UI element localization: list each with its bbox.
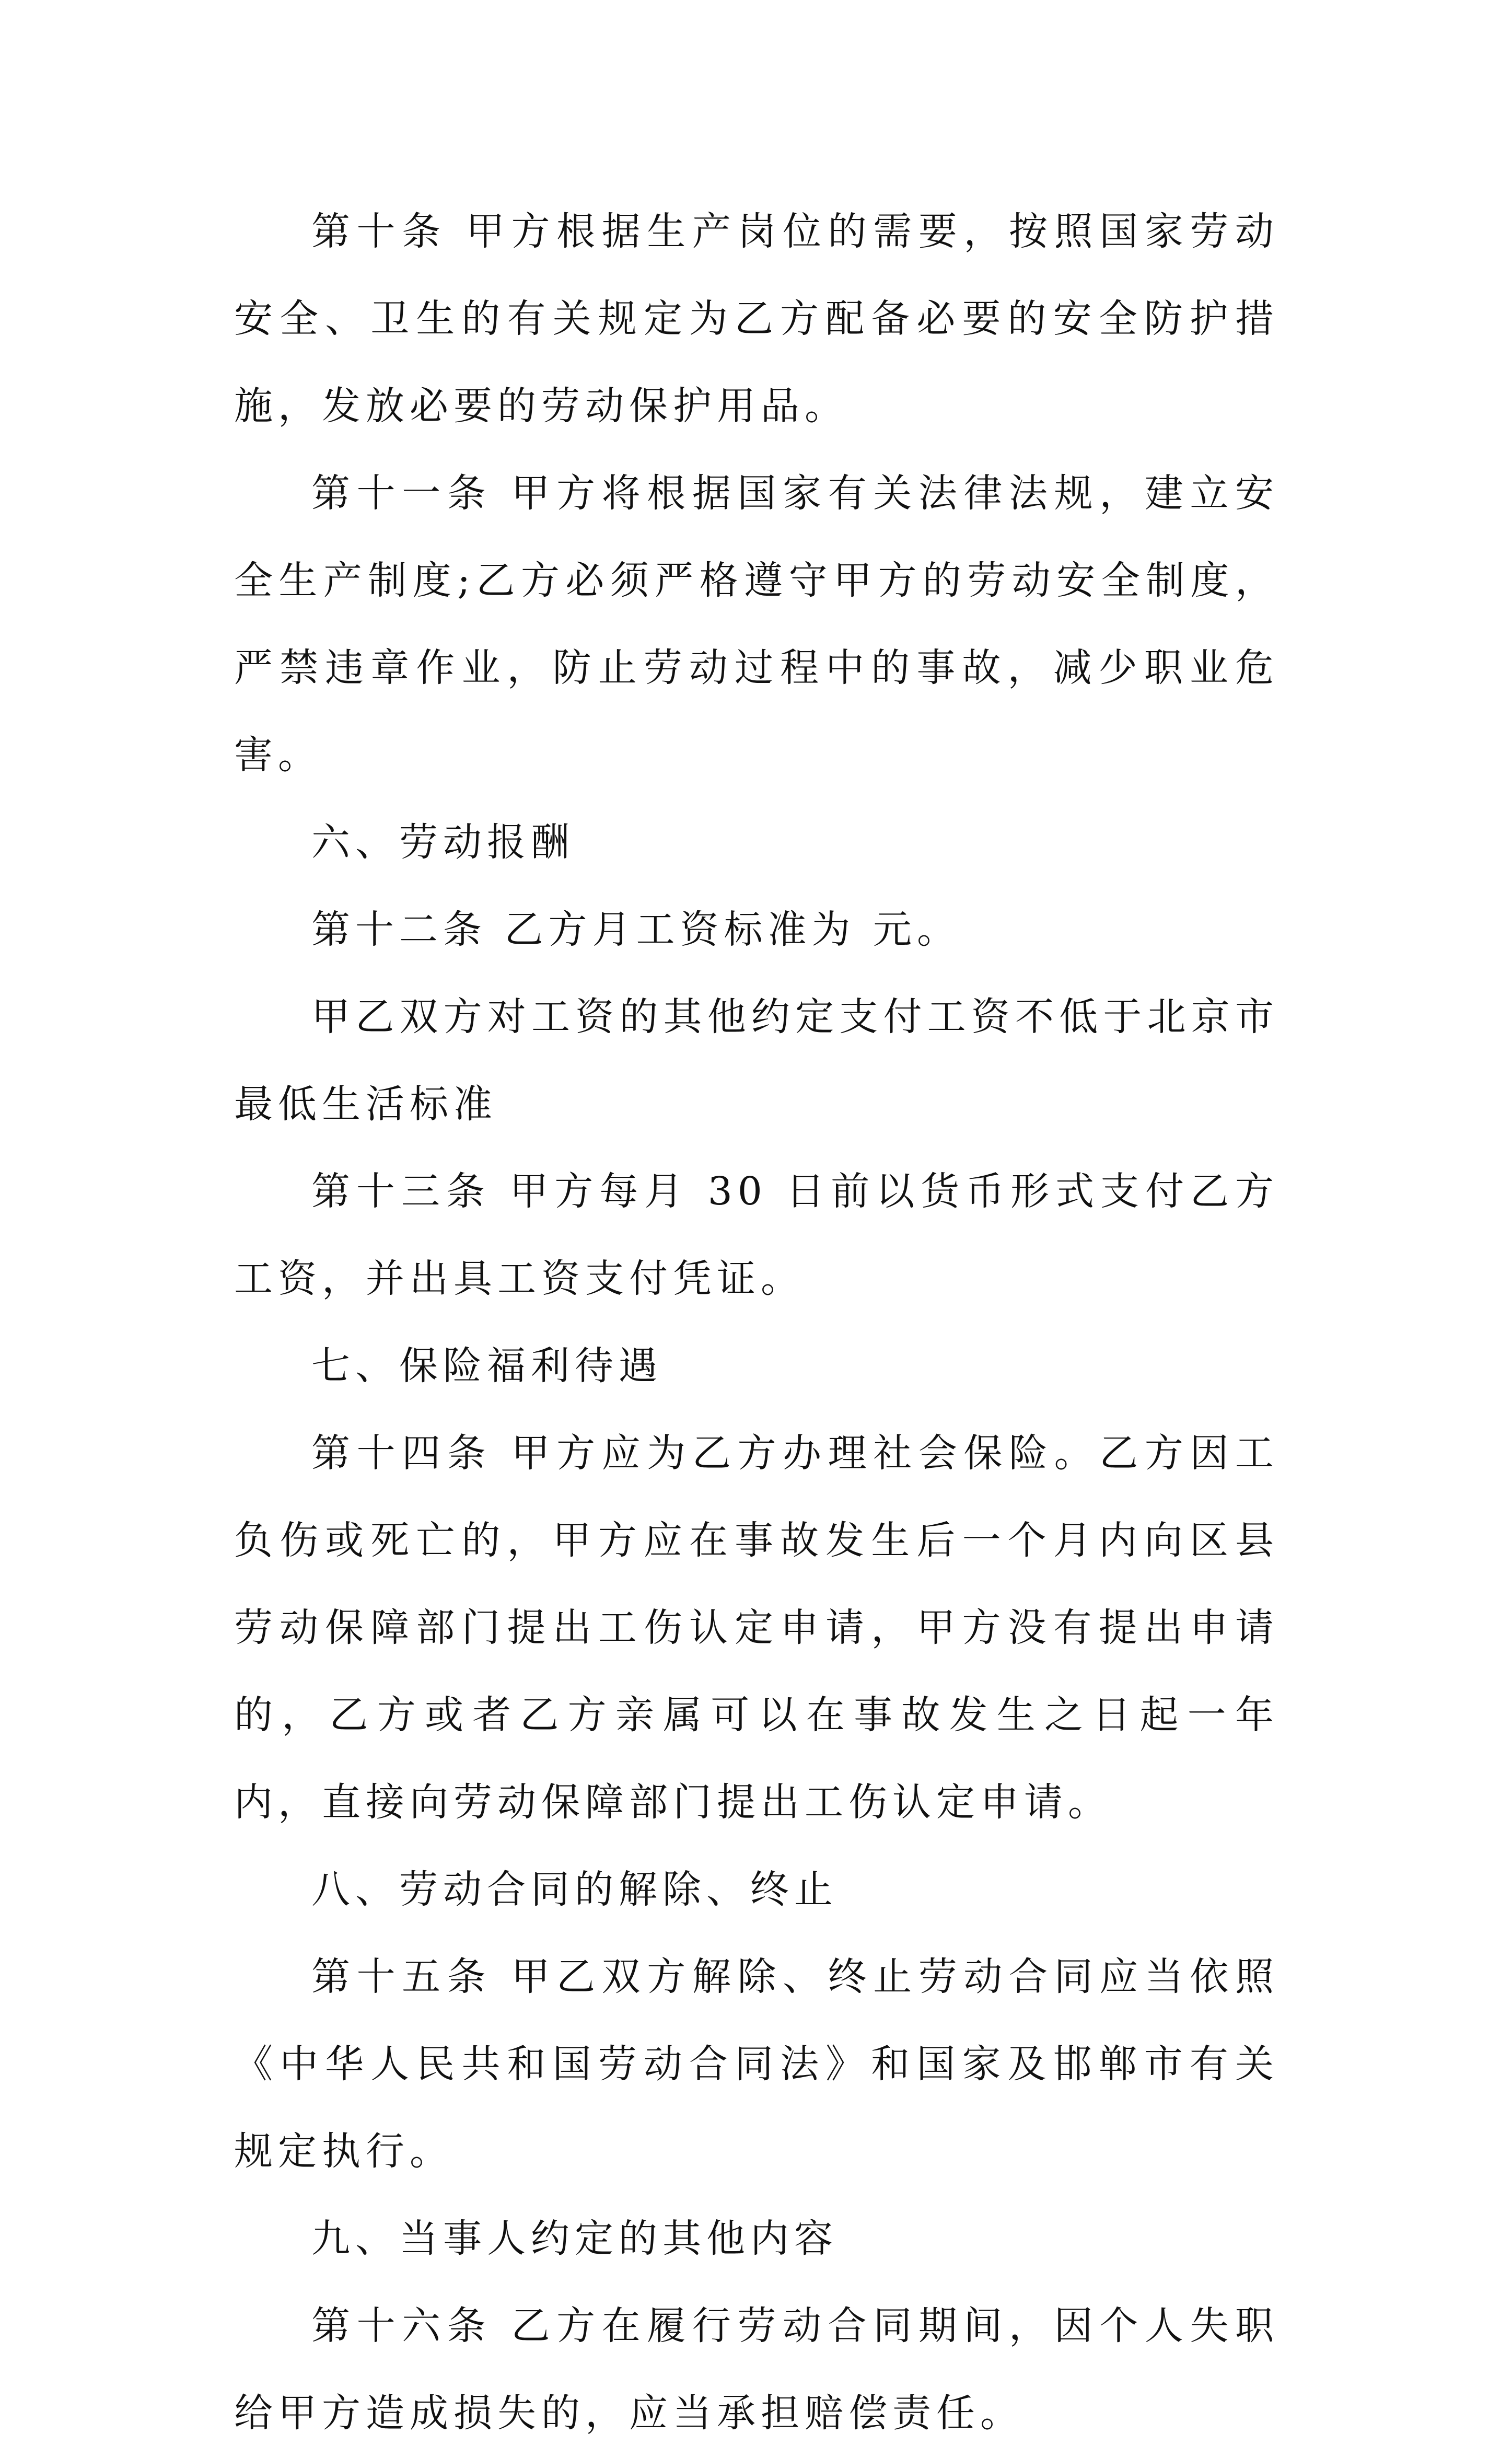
article-10-paragraph: 第十条 甲方根据生产岗位的需要，按照国家劳动安全、卫生的有关规定为乙方配备必要的安全防护措施，发放必要的劳动保护用品。 bbox=[234, 209, 1279, 428]
section-6-heading: 六、劳动报酬 bbox=[311, 820, 575, 865]
section-7-heading: 七、保险福利待遇 bbox=[311, 1343, 662, 1388]
wage-agreement-paragraph: 甲乙双方对工资的其他约定支付工资不低于北京市最低生活标准 bbox=[234, 994, 1279, 1127]
article-14-paragraph: 第十四条 甲方应为乙方办理社会保险。乙方因工负伤或死亡的，甲方应在事故发生后一个月内向区县劳动保障部门提出工伤认定申请，甲方没有提出申请的，乙方或者乙方亲属可以在事故发生之日起一年内，直接向劳动保障部门提出工伤认定申请。 bbox=[234, 1431, 1279, 1825]
document-body bbox=[234, 188, 1279, 2457]
article-16-paragraph: 第十六条 乙方在履行劳动合同期间，因个人失职给甲方造成损失的，应当承担赔偿责任。 bbox=[234, 2303, 1279, 2436]
section-9-heading: 九、当事人约定的其他内容 bbox=[311, 2216, 838, 2261]
article-13-paragraph: 第十三条 甲方每月 30 日前以货币形式支付乙方工资，并出具工资支付凭证。 bbox=[234, 1169, 1279, 1301]
article-12-paragraph: 第十二条 乙方月工资标准为 元。 bbox=[311, 907, 961, 952]
article-15-paragraph: 第十五条 甲乙双方解除、终止劳动合同应当依照《中华人民共和国劳动合同法》和国家及邯郸市有关规定执行。 bbox=[234, 1954, 1279, 2174]
section-8-heading: 八、劳动合同的解除、终止 bbox=[311, 1867, 838, 1912]
article-11-paragraph: 第十一条 甲方将根据国家有关法律法规，建立安全生产制度;乙方必须严格遵守甲方的劳动安全制度，严禁违章作业，防止劳动过程中的事故，减少职业危害。 bbox=[234, 471, 1279, 778]
